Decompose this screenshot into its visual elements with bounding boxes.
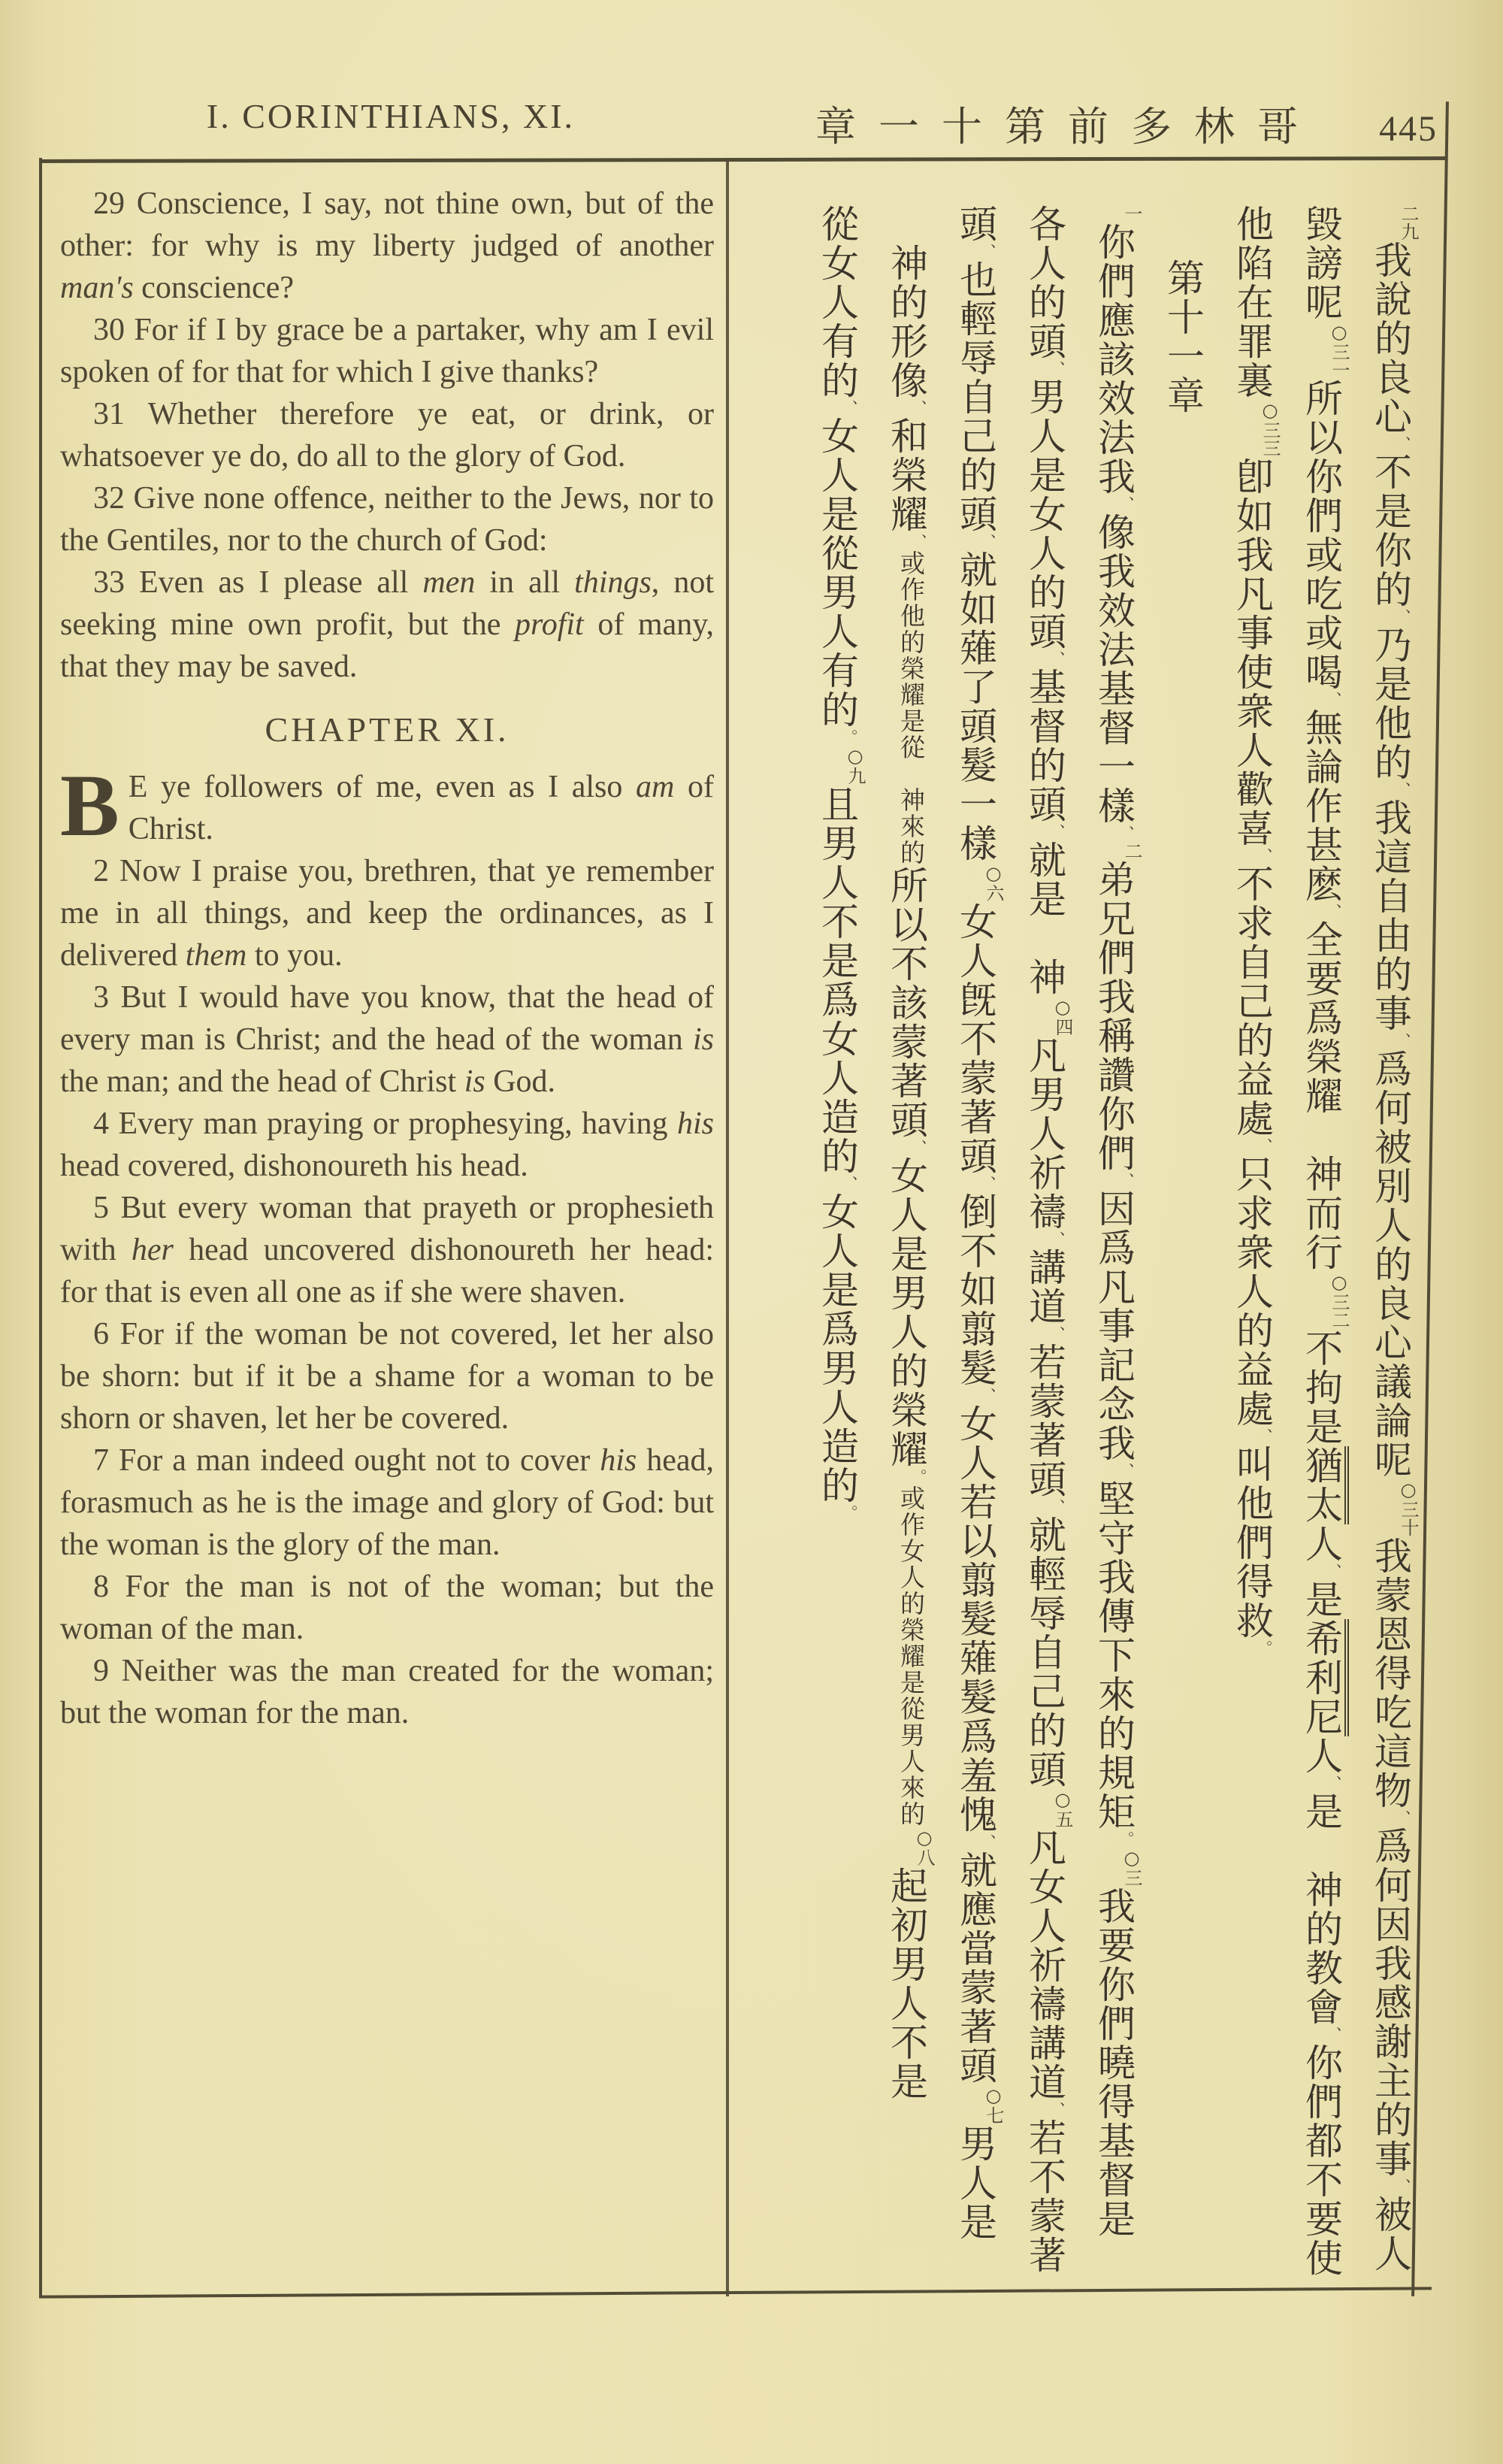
verse-number-marker: ○三一 [1329,322,1350,379]
text-column: 神的形像、和榮耀、或作他的榮耀是從 神來的所以不該蒙著頭、女人是男人的榮耀。或作女人的榮耀是從男人來的○八起初男人不是 [872,204,941,2309]
verse-paragraph: 4 Every man praying or prophesying, having his head covered, dishonoureth his head. [60,1106,714,1183]
verse-paragraph: 8 For the man is not of the woman; but the woman of the man. [60,1570,714,1646]
chinese-text [803,204,1425,2309]
verse-paragraph: B E ye followers of me, even as I also am of Christ. [60,756,714,855]
verse-paragraph: 31 Whether therefore ye eat, or drink, or whatsoever ye do, do all to the glory of God. [60,397,714,474]
page-number: 445 [1379,109,1438,149]
top-rule [39,156,1447,163]
text-column: 一你們應該效法我、像我效法基督一樣、二弟兄們我稱讚你們、因爲凡事記念我、堅守我傳下來的規矩。○三我要你們曉得基督是 [1092,204,1142,2238]
verse-paragraph: 5 But every woman that prayeth or prophesieth with her head uncovered dishonoureth her head: for that is even all one as if she were shaven. [60,1191,714,1309]
verse-number-marker: ○七 [983,2085,1004,2124]
verse-paragraph: 33 Even as I please all men in all things, not seeking mine own profit, but the profit of many, that they may be saved. [60,565,714,684]
inline-annotation: 或作女人的榮耀是從男人來的 [897,1485,926,1827]
verse-paragraph: 7 For a man indeed ought not to cover his head, forasmuch as he is the image and glory of God: but the woman is the glory of the man. [60,1443,714,1562]
left-border-rule [39,158,42,2296]
verse-paragraph: 9 Neither was the man created for the woman; but the woman for the man. [60,1654,714,1730]
chapter-heading: CHAPTER XI. [265,710,510,749]
running-head-chinese-title: 章一十第前多林哥 [815,103,1320,150]
verse-number-marker: 二九 [1398,204,1419,241]
verse-number-marker: ○四 [1052,997,1073,1036]
text-column: 各人的頭、男人是女人的頭、基督的頭、就是 神○四凡男人祈禱、講道、若蒙著頭、就輕辱自己的頭○五凡女人祈禱講道、若不蒙著 [1023,204,1073,2275]
text-column: 從女人有的、女人是從男人有的。○九且男人不是爲女人造的、女人是爲男人造的。 [815,204,866,1521]
chapter-heading-column: 第十一章 [1161,259,1205,415]
verse-number-marker: ○三三 [1260,400,1281,457]
text-column: 二九我說的良心、不是你的、乃是他的、我這自由的事、爲何被別人的良心議論呢○三十我蒙恩得吃這物、爲何因我感謝主的事、被人 [1368,204,1419,2273]
verse-paragraph: 6 For if the woman be not covered, let her also be shorn: but if it be a shame for a woman to be shorn or shaven, let her be covered. [60,1317,714,1436]
text-column: 他陷在罪裏○三三卽如我凡事使衆人歡喜、不求自己的益處、只求衆人的益處、叫他們得救。 [1230,204,1281,1657]
running-head-english: I. CORINTHIANS, XI. [206,97,576,135]
proper-noun-mark: 猶太 [1299,1446,1349,1524]
verse-paragraph: 29 Conscience, I say, not thine own, but of the other: for why is my liberty judged of another man's conscience? [60,186,714,305]
verse-paragraph: 30 For if I by grace be a partaker, why am I evil spoken of for that for which I give thanks? [60,313,714,389]
text-column: 毀謗呢○三一所以你們或吃或喝、無論作甚麽、全要爲榮耀 神而行○三二不拘是猶太人、是希利尼人、是 神的教會、你們都不要使 [1299,204,1350,2278]
inline-annotation: 或作他的榮耀是從 神來的 [897,550,926,866]
verse-paragraph: 32 Give none offence, neither to the Jews, nor to the Gentiles, nor to the church of God: [60,481,714,558]
verse-number-marker: 一 [1121,204,1142,222]
verse-number-marker: ○三 [1121,1848,1142,1887]
verse-number-marker: ○六 [983,863,1004,902]
verse-number-marker: 二 [1121,842,1142,860]
verse-number-marker: ○三十 [1398,1479,1419,1536]
column-divider-rule [726,158,729,2296]
verse-number-marker: ○三二 [1329,1272,1350,1329]
running-head-chinese [815,95,1438,153]
verse-number-marker: ○五 [1052,1789,1073,1828]
proper-noun-mark: 希利尼 [1299,1619,1349,1736]
verse-number-marker: ○八 [914,1827,935,1866]
drop-cap: B [60,756,119,855]
text-column: 頭、也輕辱自己的頭、就如薙了頭髮一樣○六女人旣不蒙著頭、倒不如翦髮、女人若以翦髮薙髮爲羞愧、就應當蒙著頭○七男人是 [954,204,1004,2242]
verse-number-marker: ○九 [845,746,866,785]
verse-paragraph: 3 But I would have you know, that the head of every man is Christ; and the head of the woman is the man; and the head of Christ is God. [60,980,714,1099]
verse-paragraph: 2 Now I praise you, brethren, that ye remember me in all things, and keep the ordinances, as I delivered them to you. [60,854,714,973]
english-text [60,183,714,1734]
